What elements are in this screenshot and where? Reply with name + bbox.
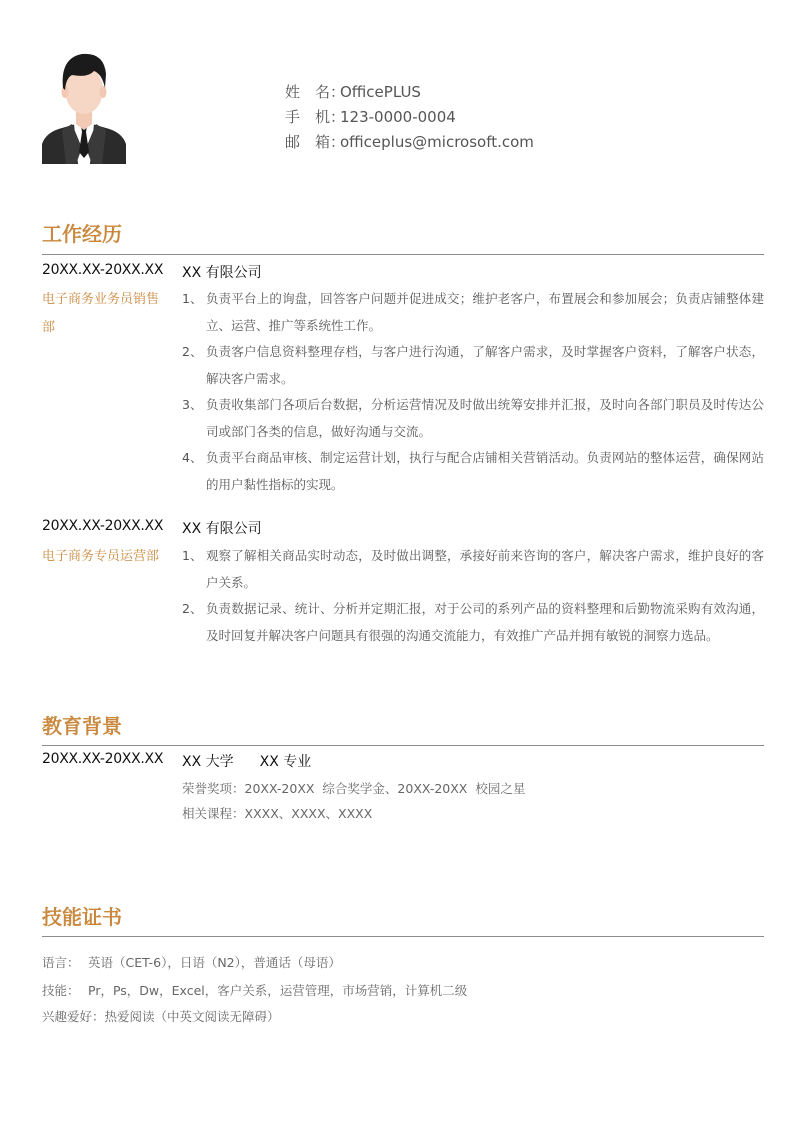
education-school-major — [182, 751, 311, 771]
work-entry-1-date: 20XX.XX-20XX.XX — [42, 262, 164, 278]
skills-section-rule — [42, 936, 764, 937]
name-label: 姓 名： — [285, 83, 346, 101]
hobby-value: 热爱阅读（中英文阅读无障碍） — [104, 1009, 280, 1024]
tech-value: Pr，Ps，Dw，Excel，客户关系，运营管理，市场营销，计算机二级 — [88, 983, 468, 998]
work-entry-2-date: 20XX.XX-20XX.XX — [42, 518, 164, 534]
contact-phone-row — [285, 105, 534, 130]
item-number: 2、 — [182, 601, 203, 616]
courses-value: XXXX、XXXX、XXXX — [244, 806, 373, 821]
education-school: XX 大学 — [182, 754, 234, 770]
work-entry-1-role: 电子商务业务员销售部 — [42, 292, 160, 335]
item-number: 1、 — [182, 548, 203, 563]
work-entry-2-item-2 — [182, 595, 764, 649]
skills-language — [42, 953, 341, 971]
item-text: 负责客户信息资料整理存档，与客户进行沟通，了解客户需求，及时掌握客户资料，了解客户状态，解决客户需求。 — [206, 344, 764, 386]
phone-label: 手 机： — [285, 108, 346, 126]
work-entry-1-item-3 — [182, 391, 764, 445]
education-section-title: 教育背景 — [42, 714, 122, 738]
hobby-label: 兴趣爱好： — [42, 1009, 105, 1024]
contact-name-row — [285, 80, 534, 105]
skills-tech — [42, 981, 467, 999]
item-text: 负责数据记录、统计、分析并定期汇报，对于公司的系列产品的资料整理和后勤物流采购有效沟通，及时回复并解决客户问题具有很强的沟通交流能力，有效推广产品并拥有敏锐的洞察力选品。 — [206, 601, 764, 643]
work-entry-2-org: XX 有限公司 — [182, 521, 262, 537]
education-date: 20XX.XX-20XX.XX — [42, 751, 164, 767]
honors-value: 20XX-20XX 综合奖学金、20XX-20XX 校园之星 — [244, 781, 526, 796]
courses-label: 相关课程： — [182, 806, 245, 821]
item-text: 负责平台上的询盘，回答客户问题并促进成交；维护老客户，布置展会和参加展会；负责店铺整体建立、运营、推广等系统性工作。 — [206, 291, 764, 333]
work-entry-2-role: 电子商务专员运营部 — [42, 549, 160, 564]
name-value: OfficePLUS — [340, 83, 421, 101]
work-entry-1-org: XX 有限公司 — [182, 265, 262, 281]
item-text: 负责收集部门各项后台数据，分析运营情况及时做出统筹安排并汇报，及时向各部门职员及时传达公司或部门各类的信息，做好沟通与交流。 — [206, 397, 764, 439]
language-label: 语言： — [42, 955, 80, 970]
education-section-rule — [42, 745, 764, 746]
tech-label: 技能： — [42, 983, 80, 998]
contact-email-row — [285, 130, 534, 155]
avatar — [42, 44, 126, 164]
work-entry-1-item-2 — [182, 338, 764, 392]
item-number: 2、 — [182, 344, 203, 359]
email-value: officeplus@microsoft.com — [340, 133, 534, 151]
skills-hobby — [42, 1007, 280, 1025]
education-courses — [182, 804, 372, 822]
work-section-rule — [42, 254, 764, 255]
work-section-title: 工作经历 — [42, 222, 122, 246]
work-entry-2-item-1 — [182, 542, 764, 596]
language-value: 英语（CET-6），日语（N2），普通话（母语） — [88, 955, 341, 970]
item-number: 3、 — [182, 397, 203, 412]
phone-value: 123-0000-0004 — [340, 108, 456, 126]
education-honors — [182, 779, 525, 797]
work-entry-1-item-1 — [182, 285, 764, 339]
item-number: 4、 — [182, 450, 203, 465]
skills-section-title: 技能证书 — [42, 905, 122, 929]
item-number: 1、 — [182, 291, 203, 306]
item-text: 观察了解相关商品实时动态，及时做出调整，承接好前来咨询的客户，解决客户需求，维护良好的客户关系。 — [206, 548, 764, 590]
email-label: 邮 箱： — [285, 133, 346, 151]
honors-label: 荣誉奖项： — [182, 781, 245, 796]
work-entry-1-item-4 — [182, 444, 764, 498]
contact-info — [285, 80, 534, 155]
education-major: XX 专业 — [259, 754, 312, 770]
item-text: 负责平台商品审核、制定运营计划，执行与配合店铺相关营销活动。负责网站的整体运营，确保网站的用户黏性指标的实现。 — [206, 450, 764, 492]
